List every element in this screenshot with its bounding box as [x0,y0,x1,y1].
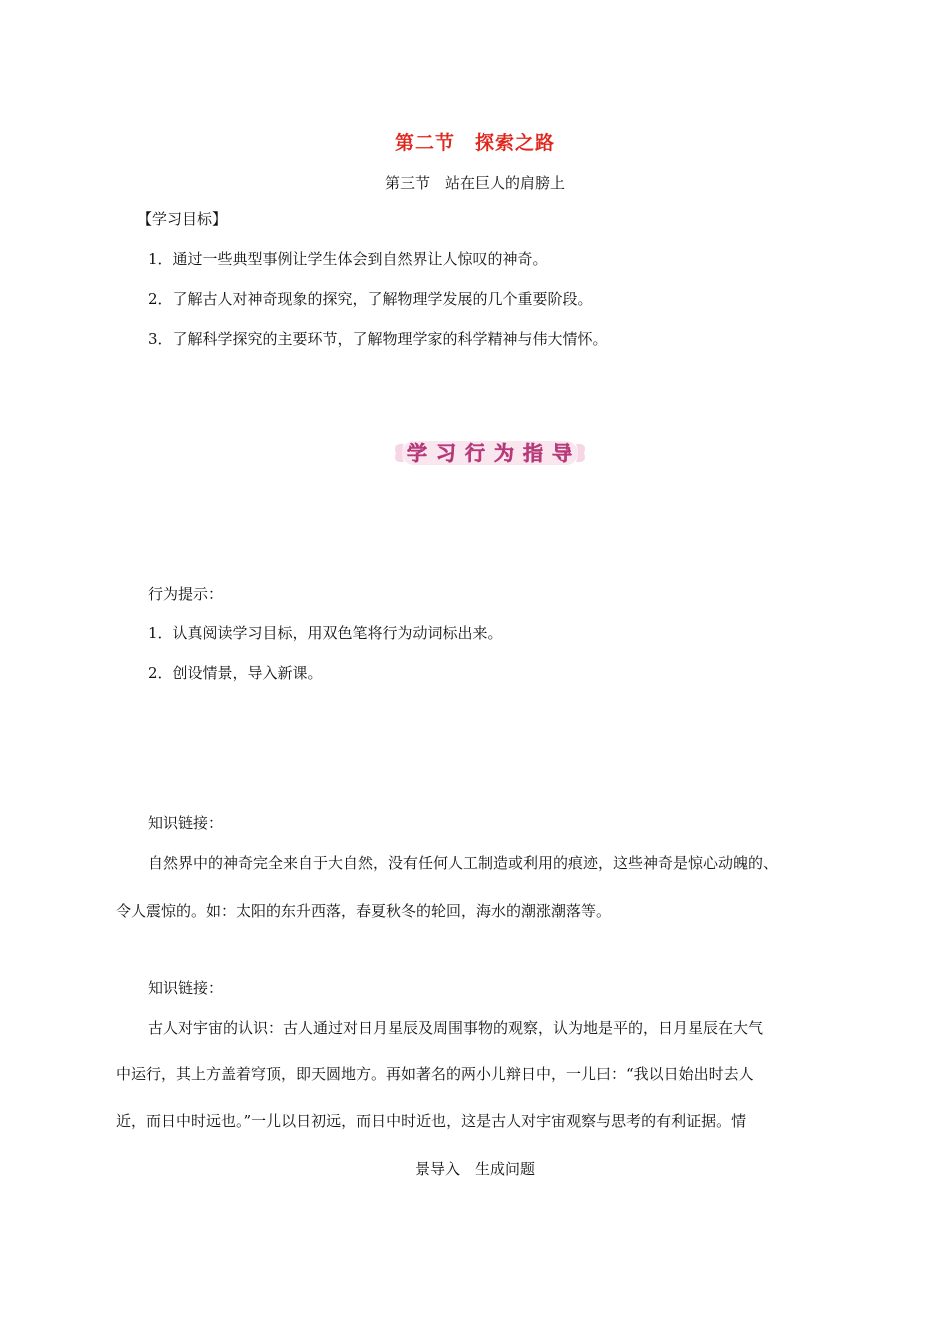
page-subtitle: 第三节 站在巨人的肩膀上 [384,174,565,192]
hints-heading: 行为提示： [148,585,224,603]
footer-line: 景导入 生成问题 [414,1160,535,1178]
banner-char: 行 [465,441,485,465]
objective-item-3: 3．了解科学探究的主要环节，了解物理学家的科学精神与伟大情怀。 [148,330,608,348]
objective-item-2: 2．了解古人对神奇现象的探究，了解物理学发展的几个重要阶段。 [148,290,593,308]
banner-char: 习 [436,441,456,465]
hint-item-2: 2．创设情景，导入新课。 [148,664,323,682]
knowledge-link-1-line-2: 令人震惊的。如：太阳的东升西落，春夏秋冬的轮回，海水的潮涨潮落等。 [116,902,612,920]
hint-item-1: 1．认真阅读学习目标，用双色笔将行为动词标出来。 [148,624,503,642]
objectives-heading: 【学习目标】 [137,210,228,228]
knowledge-link-2-line-2: 中运行，其上方盖着穹顶，即天圆地方。再如著名的两小儿辩日中，一儿曰：“我以日始出时去人 [116,1065,754,1083]
banner-char: 指 [523,441,543,465]
banner-char: 导 [552,441,572,465]
objective-item-1: 1．通过一些典型事例让学生体会到自然界让人惊叹的神奇。 [148,250,548,268]
knowledge-link-2-line-3: 近，而日中时远也。”一儿以日初远，而日中时近也，这是古人对宇宙观察与思考的有利证据。情 [116,1112,747,1130]
knowledge-link-2-line-1: 古人对宇宙的认识：古人通过对日月星辰及周围事物的观察，认为地是平的，日月星辰在大气 [148,1019,764,1037]
knowledge-link-heading-1: 知识链接： [148,814,224,832]
page-title: 第二节 探索之路 [394,132,555,154]
knowledge-link-heading-2: 知识链接： [148,979,224,997]
banner-char: 为 [494,441,514,465]
knowledge-link-1-line-1: 自然界中的神奇完全来自于大自然，没有任何人工制造或利用的痕迹，这些神奇是惊心动魄的、 [148,854,779,872]
banner-char: 学 [407,441,427,465]
section-banner [390,436,590,470]
banner-graphic [390,436,590,470]
